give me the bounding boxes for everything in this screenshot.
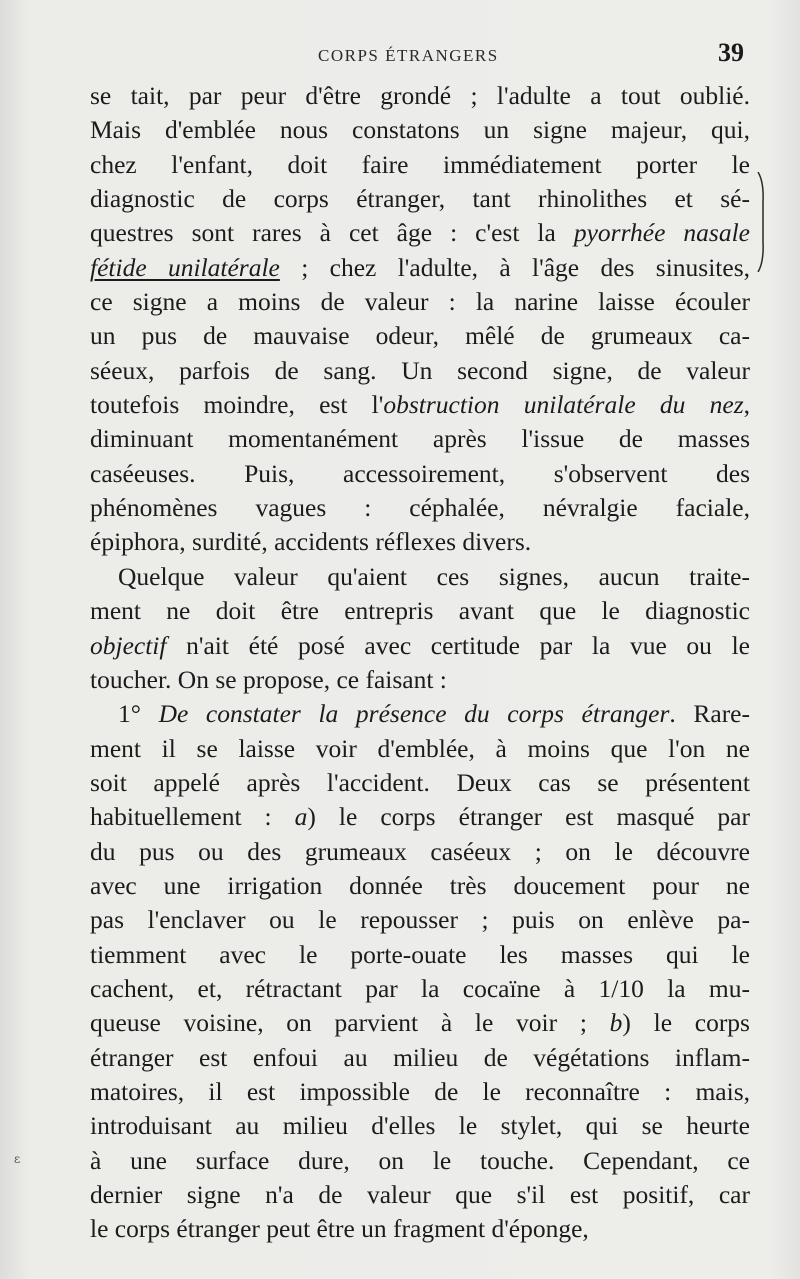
text-line — [90, 148, 750, 182]
text-line — [90, 525, 750, 559]
text-line — [90, 1075, 750, 1109]
text-segment: . Rare- — [669, 699, 750, 729]
text-segment: diminuant momentanément après l'issue de masses — [90, 424, 750, 454]
text-segment: se tait, par peur d'être grondé ; l'adulte a tout oublié. — [90, 81, 750, 110]
text-segment: habituellement : — [90, 802, 295, 832]
text-line — [90, 835, 750, 869]
text-line — [90, 594, 750, 628]
running-title: CORPS ÉTRANGERS — [318, 46, 499, 65]
text-line — [90, 388, 750, 422]
text-line — [90, 560, 750, 594]
text-line — [90, 354, 750, 388]
text-segment: pas l'enclaver ou le repousser ; puis on enlève pa- — [90, 905, 750, 935]
text-segment: chez l'enfant, doit faire immédiatement porter le — [90, 149, 750, 179]
text-segment: ment ne doit être entrepris avant que le diagnostic — [90, 596, 750, 626]
text-segment: n'ait été posé avec certitude par la vue ou le — [166, 630, 750, 660]
text-segment: étranger est enfoui au milieu de végétations inflam- — [90, 1042, 750, 1072]
text-segment: avec une irrigation donnée très doucement pour ne — [90, 870, 750, 900]
paragraph — [90, 560, 750, 697]
page-number: 39 — [718, 38, 744, 67]
text-segment: , — [743, 390, 750, 420]
text-line — [90, 491, 750, 525]
text-line — [90, 1006, 750, 1040]
emphasized-text: objectif — [90, 630, 167, 660]
text-line — [90, 422, 750, 456]
text-segment: queuse voisine, on parvient à le voir ; — [90, 1008, 610, 1038]
text-segment: Quelque valeur qu'aient ces signes, aucun traite- — [118, 561, 750, 591]
text-line — [90, 732, 750, 766]
text-segment: ment il se laisse voir d'emblée, à moins que l'on ne — [90, 733, 750, 763]
text-segment: toucher. On se propose, ce faisant : — [90, 664, 447, 694]
margin-bracket-mark — [756, 172, 770, 272]
text-segment: toutefois moindre, est l' — [90, 390, 384, 420]
text-segment: ce signe a moins de valeur : la narine laisse écouler — [90, 287, 750, 317]
text-segment: 1° — [118, 699, 159, 729]
paragraph — [90, 79, 750, 560]
text-line — [90, 800, 750, 834]
text-line — [90, 79, 750, 113]
text-line — [90, 216, 750, 250]
emphasized-text: b — [609, 1008, 623, 1038]
text-segment: à une surface dure, on le touche. Cependant, ce — [90, 1145, 750, 1175]
text-line — [90, 1212, 750, 1246]
emphasized-text: obstruction unilatérale du nez — [383, 390, 744, 420]
text-segment: caséeuses. Puis, accessoirement, s'observent des — [90, 458, 750, 488]
text-line — [90, 113, 750, 147]
text-segment: diagnostic de corps étranger, tant rhinolithes et sé- — [90, 184, 750, 214]
stray-margin-mark: ɛ — [14, 1152, 21, 1166]
text-line — [90, 903, 750, 937]
text-segment: introduisant au milieu d'elles le stylet, qui se heurte — [90, 1111, 750, 1141]
text-segment: dernier signe n'a de valeur que s'il est positif, car — [90, 1180, 750, 1209]
text-line — [90, 319, 750, 353]
text-segment: séeux, parfois de sang. Un second signe, de valeur — [90, 355, 750, 385]
text-line — [90, 1144, 750, 1178]
text-segment: cachent, et, rétractant par la cocaïne à 1/10 la mu- — [90, 973, 750, 1003]
text-segment: tiemment avec le porte-ouate les masses qui le — [90, 939, 750, 969]
text-line — [90, 1178, 750, 1212]
text-segment: matoires, il est impossible de le reconnaître : mais, — [90, 1076, 750, 1106]
text-segment: phénomènes vagues : céphalée, névralgie faciale, — [90, 493, 750, 523]
text-line — [90, 285, 750, 319]
emphasized-text: fétide unilatérale — [90, 252, 280, 282]
text-line — [90, 869, 750, 903]
text-line — [90, 663, 750, 697]
paragraph — [90, 697, 750, 1247]
text-line — [90, 629, 750, 663]
text-line — [90, 972, 750, 1006]
emphasized-text: pyorrhée nasale — [573, 218, 750, 248]
text-segment: du pus ou des grumeaux caséeux ; on le découvre — [90, 836, 750, 866]
text-segment: un pus de mauvaise odeur, mêlé de grumeaux ca- — [90, 321, 750, 351]
text-segment: soit appelé après l'accident. Deux cas se présentent — [90, 767, 750, 797]
text-segment: ) le corps étranger est masqué par — [307, 802, 750, 832]
text-segment: questres sont rares à cet âge : c'est la — [90, 218, 574, 248]
text-segment: épiphora, surdité, accidents réflexes divers. — [90, 527, 532, 557]
emphasized-text: De constater la présence du corps étranger — [158, 699, 670, 729]
text-line — [90, 938, 750, 972]
running-head — [0, 38, 800, 68]
text-segment: Mais d'emblée nous constatons un signe majeur, qui, — [90, 115, 750, 145]
text-line — [90, 697, 750, 731]
text-line — [90, 457, 750, 491]
emphasized-text: a — [294, 802, 308, 832]
text-line — [90, 251, 750, 285]
text-line — [90, 1041, 750, 1075]
text-segment: ) le corps — [622, 1008, 750, 1038]
text-line — [90, 766, 750, 800]
text-line — [90, 182, 750, 216]
text-segment: le corps étranger peut être un fragment d'éponge, — [90, 1214, 589, 1244]
text-line — [90, 1109, 750, 1143]
text-segment: ; chez l'adulte, à l'âge des sinusites, — [279, 252, 750, 282]
body-text — [90, 79, 750, 1247]
